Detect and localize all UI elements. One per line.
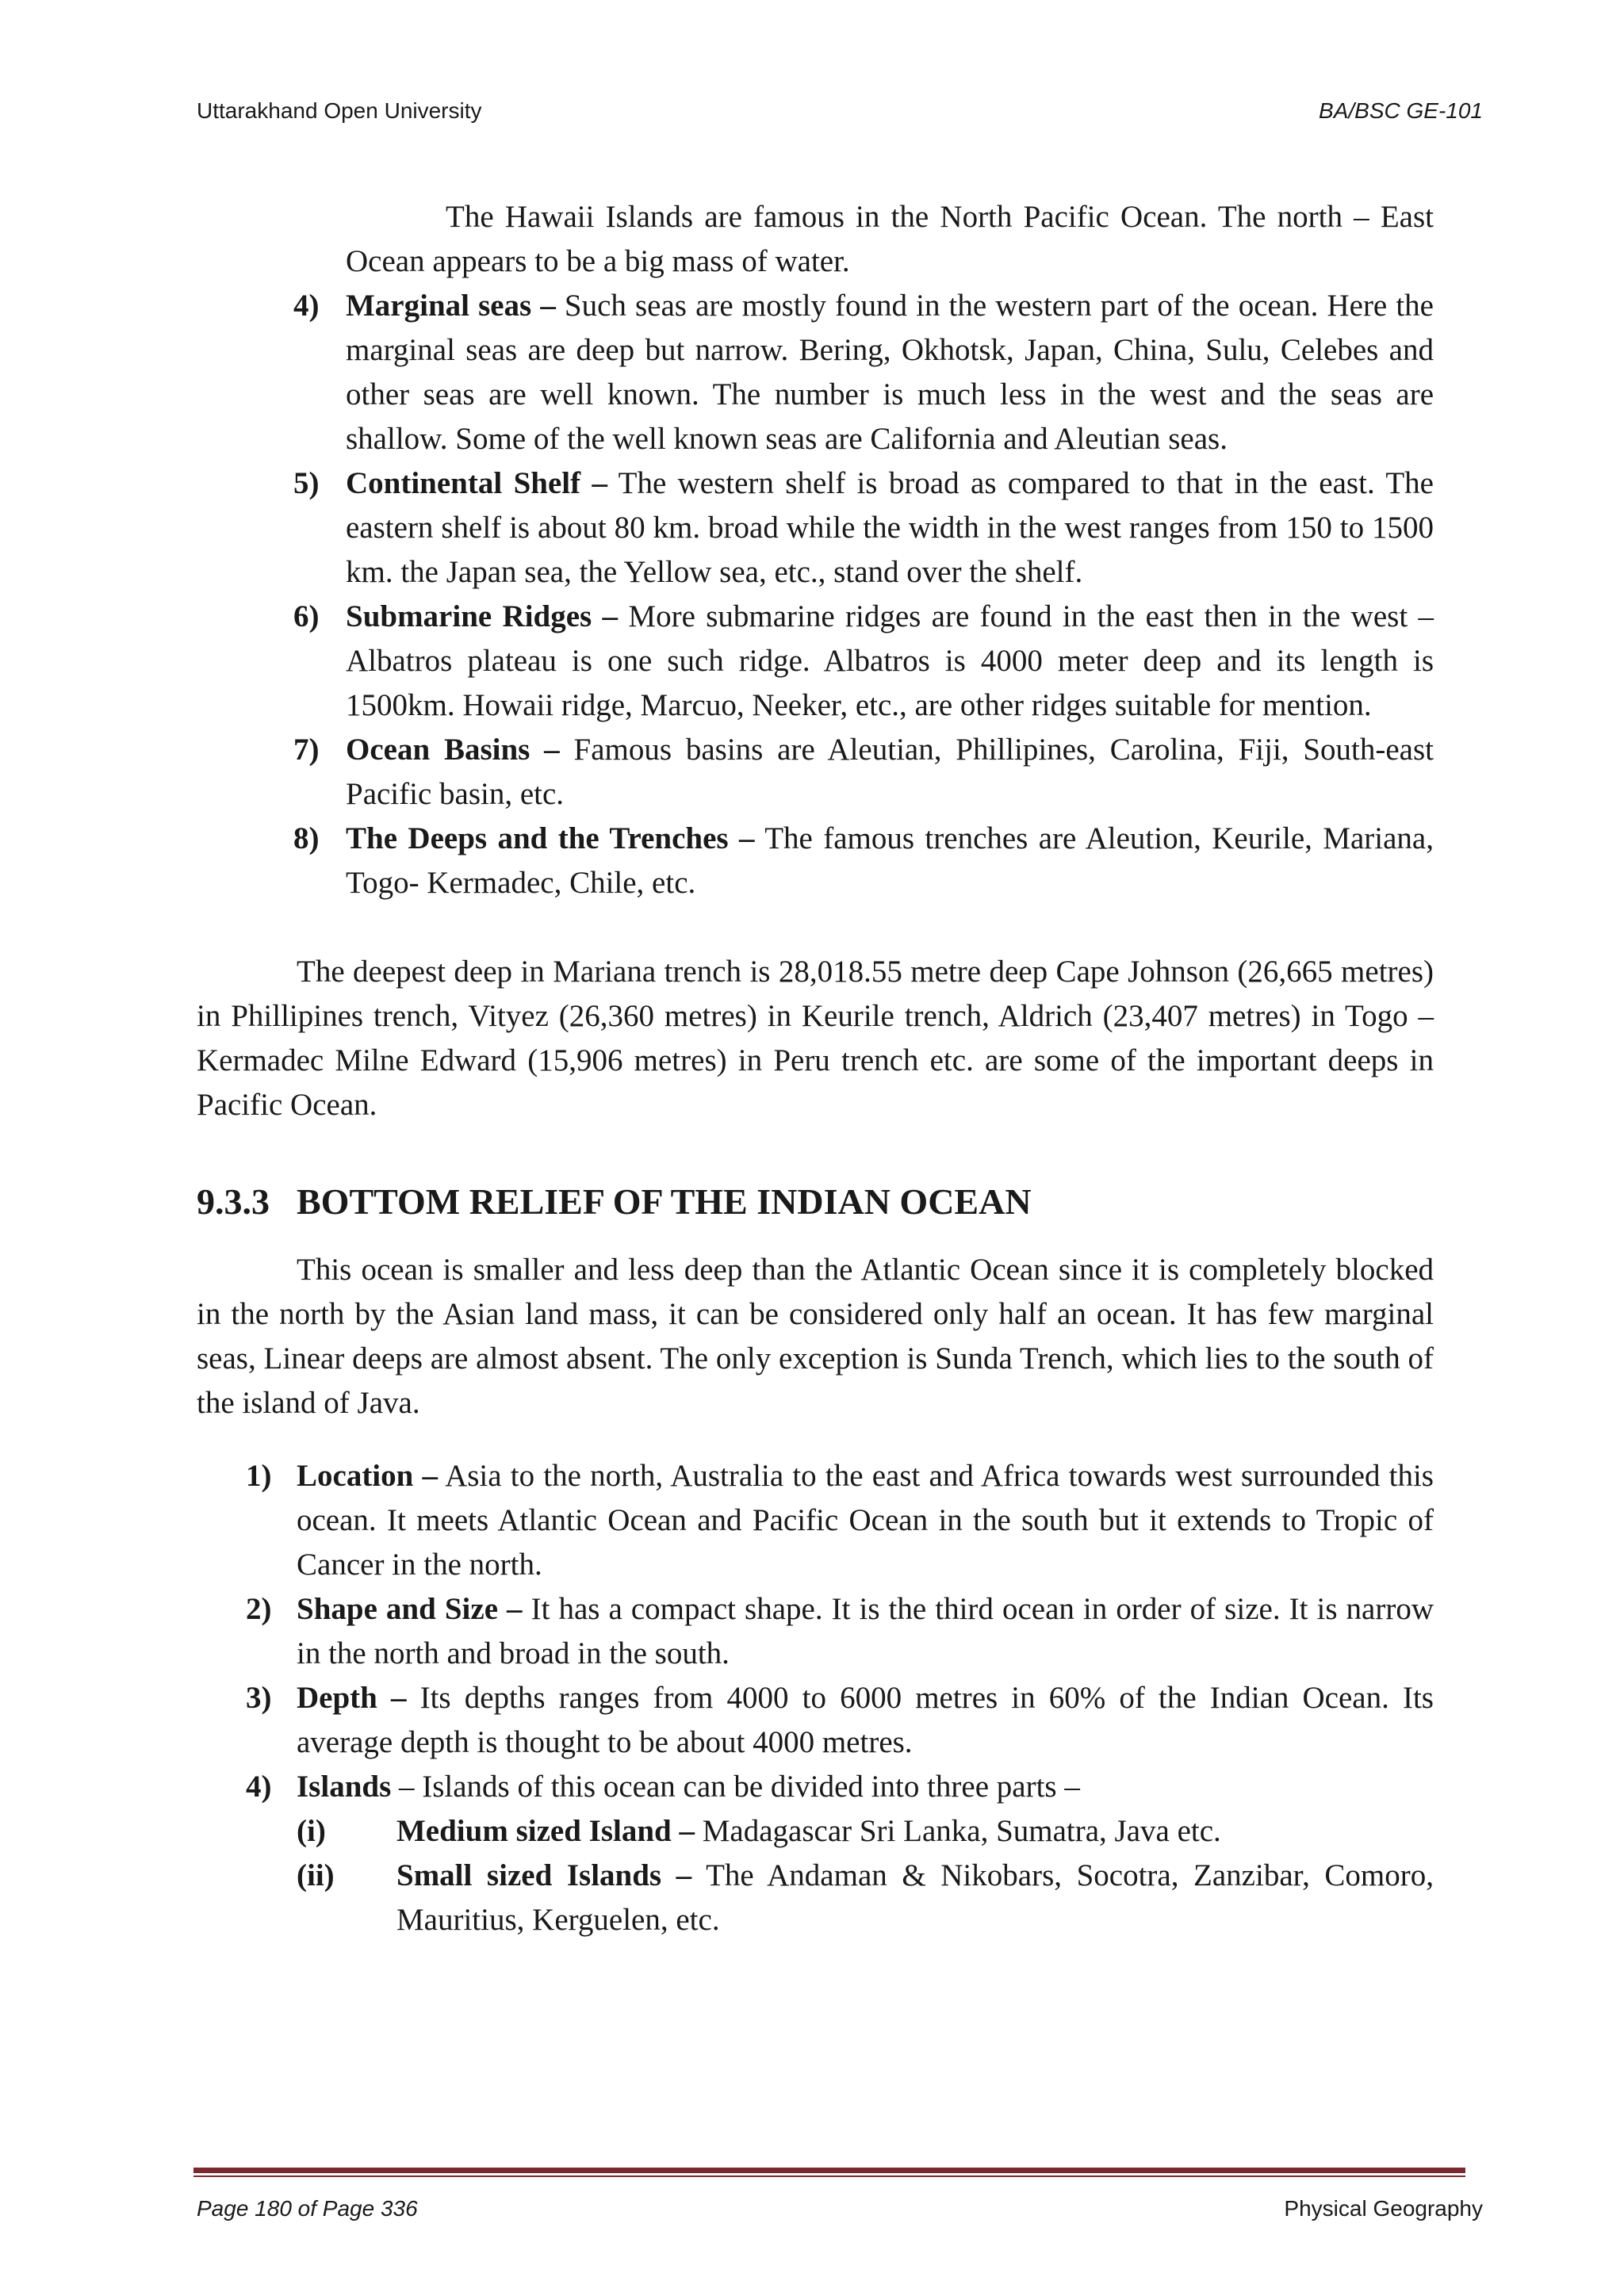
item-term: Location – — [297, 1459, 439, 1493]
list-item — [197, 461, 1434, 595]
indian-features-list — [197, 1454, 1434, 1809]
item-text: – Islands of this ocean can be divided into three parts – — [391, 1770, 1080, 1804]
subitem-number: (ii) — [297, 1858, 335, 1892]
list-item — [197, 817, 1434, 905]
footer-subject: Physical Geography — [1284, 2196, 1483, 2221]
item-number: 2) — [246, 1592, 272, 1626]
item-text: More submarine ridges are found in the east then in the west – Albatros plateau is one such ridge. Albatros is 4000 meter deep and its length is 1500km. Howaii ridge, Marcuo, Neeker, etc., are other ridges suitable for mention. — [346, 599, 1434, 722]
list-item — [197, 1454, 1434, 1587]
item-term: Islands — [297, 1770, 392, 1804]
item-text: Its depths ranges from 4000 to 6000 metres in 60% of the Indian Ocean. Its average depth is thought to be about 4000 metres. — [297, 1681, 1434, 1759]
item-text: Asia to the north, Australia to the east and Africa towards west surrounded this ocean. It meets Atlantic Ocean and Pacific Ocean in the south but it extends to Tropic of Cancer in the north. — [297, 1459, 1434, 1582]
item-text: The western shelf is broad as compared to that in the east. The eastern shelf is about 80 km. broad while the width in the west ranges from 150 to 1500 km. the Japan sea, the Yellow sea, etc., stand over the shelf. — [346, 466, 1434, 589]
item-text: Such seas are mostly found in the western part of the ocean. Here the marginal seas are deep but narrow. Bering, Okhotsk, Japan, China, Sulu, Celebes and other seas are well known. The number is much less in the west and the seas are shallow. Some of the well known seas are California and Aleutian seas. — [346, 289, 1434, 456]
item-term: Submarine Ridges – — [346, 599, 619, 633]
subitem-text: Madagascar Sri Lanka, Sumatra, Java etc. — [694, 1814, 1221, 1848]
header-course-code: BA/BSC GE-101 — [1319, 98, 1483, 123]
list-item — [197, 1809, 1434, 1854]
item-number: 1) — [246, 1459, 272, 1493]
list-item — [197, 1854, 1434, 1942]
list-item — [197, 1676, 1434, 1765]
page-number: Page 180 of Page 336 — [197, 2196, 418, 2221]
section-title: BOTTOM RELIEF OF THE INDIAN OCEAN — [297, 1181, 1032, 1222]
page-header — [197, 98, 1483, 124]
item-number: 5) — [293, 466, 320, 500]
item-number: 8) — [293, 821, 320, 855]
list-item — [197, 1765, 1434, 1809]
item-term: The Deeps and the Trenches – — [346, 821, 755, 855]
subitem-term: Medium sized Island – — [396, 1814, 695, 1848]
page-content — [197, 195, 1434, 1942]
item-text: It has a compact shape. It is the third ocean in order of size. It is narrow in the north and broad in the south. — [297, 1592, 1434, 1670]
item-term: Shape and Size – — [297, 1592, 523, 1626]
item-number: 4) — [246, 1770, 272, 1804]
intro-paragraph: The Hawaii Islands are famous in the North Pacific Ocean. The north – East Ocean appears to be a big mass of water. — [346, 200, 1434, 278]
subitem-text: The Andaman & Nikobars, Socotra, Zanzibar, Comoro, Mauritius, Kerguelen, etc. — [396, 1858, 1434, 1937]
indian-intro-paragraph: This ocean is smaller and less deep than the Atlantic Ocean since it is completely blocked in the north by the Asian land mass, it can be considered only half an ocean. It has few marginal seas, Linear deeps are almost absent. The only exception is Sunda Trench, which lies to the south of the island of Java. — [197, 1253, 1434, 1420]
list-item — [197, 728, 1434, 817]
section-heading — [197, 1178, 1434, 1226]
item-number: 3) — [246, 1681, 272, 1715]
item-term: Continental Shelf – — [346, 466, 607, 500]
island-subitems-list — [197, 1809, 1434, 1942]
item-term: Marginal seas – — [346, 289, 556, 323]
list-item — [197, 284, 1434, 461]
pacific-features-list — [197, 284, 1434, 905]
deeps-paragraph: The deepest deep in Mariana trench is 28,018.55 metre deep Cape Johnson (26,665 metres) in Phillipines trench, Vityez (26,360 metres) in Keurile trench, Aldrich (23,407 metres) in Togo – Kermadec Milne Edward (15,906 metres) in Peru trench etc. are some of the important deeps in Pacific Ocean. — [197, 955, 1434, 1122]
header-university: Uttarakhand Open University — [197, 98, 482, 123]
page-footer — [197, 2196, 1483, 2221]
subitem-term: Small sized Islands – — [396, 1858, 692, 1892]
list-item — [197, 595, 1434, 728]
item-number: 6) — [293, 599, 320, 633]
item-text: The famous trenches are Aleution, Keurile, Mariana, Togo- Kermadec, Chile, etc. — [346, 821, 1434, 900]
item-term: Ocean Basins – — [346, 733, 560, 767]
item-text: Famous basins are Aleutian, Phillipines, Carolina, Fiji, South-east Pacific basin, etc. — [346, 733, 1434, 811]
subitem-number: (i) — [297, 1814, 326, 1848]
list-item — [197, 1587, 1434, 1676]
item-number: 7) — [293, 733, 320, 767]
item-number: 4) — [293, 289, 320, 323]
item-term: Depth – — [297, 1681, 407, 1715]
section-number: 9.3.3 — [197, 1181, 270, 1222]
